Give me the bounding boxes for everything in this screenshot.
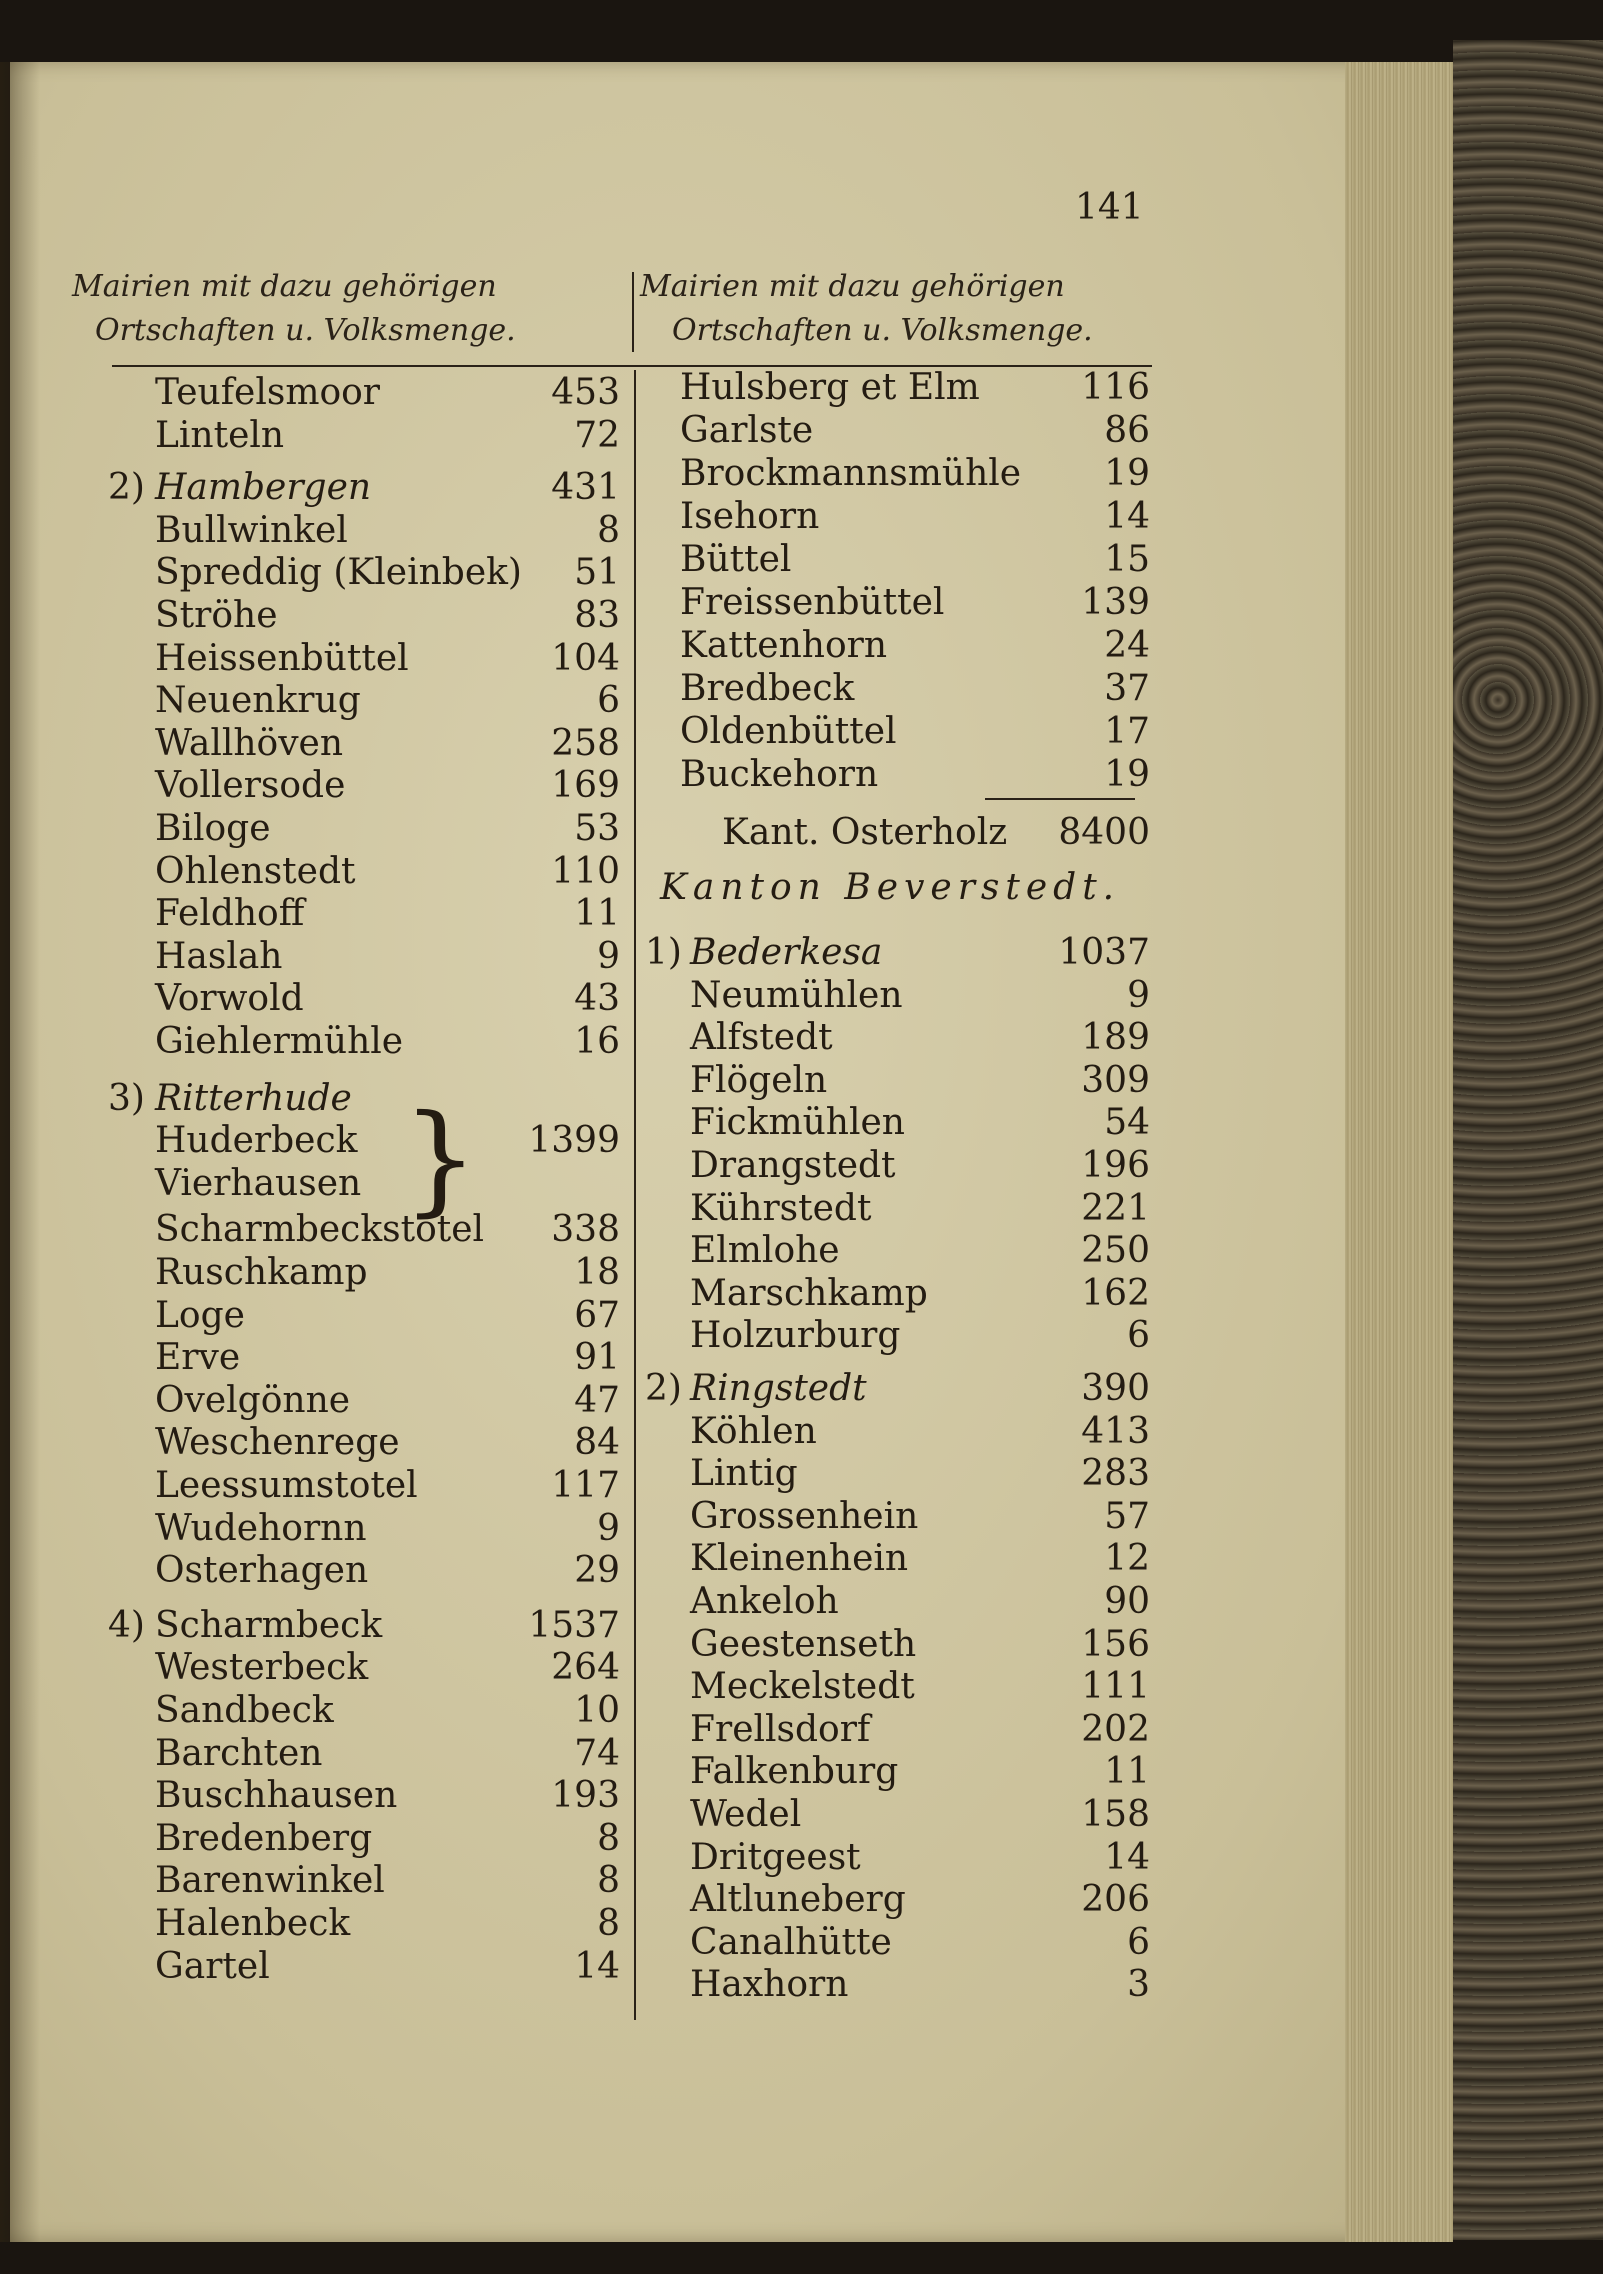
entry-name: Lintig [690, 1453, 798, 1495]
entry-value: 3 [1127, 1964, 1150, 2006]
entry-name: Isehorn [680, 496, 820, 537]
entry-value: 6 [1127, 1921, 1150, 1963]
entry-name: Ankeloh [690, 1581, 839, 1622]
entry-name: Vorwold [155, 978, 304, 1020]
entry-value: 43 [574, 978, 620, 1020]
entry-value: 14 [1104, 1836, 1150, 1878]
entry-value: 1537 [528, 1604, 620, 1646]
entry-name: Hambergen [155, 467, 372, 509]
entry-value: 104 [551, 637, 620, 679]
header-rule [112, 365, 1152, 367]
entry-value: 1399 [528, 1120, 620, 1162]
entry-name: Westerbeck [155, 1647, 369, 1689]
entry-name: Gartel [155, 1945, 270, 1987]
entry-name: Wallhöven [155, 722, 344, 764]
entry-value: 17 [1104, 711, 1150, 752]
entry-value: 413 [1081, 1410, 1150, 1452]
entry-value: 29 [574, 1550, 620, 1592]
page-number: 141 [1075, 187, 1144, 228]
spine-shadow [0, 62, 40, 2242]
header-right-line2: Ortschaften u. Volksmenge. [672, 313, 1093, 348]
entry-value: 139 [1081, 582, 1150, 623]
entry-name: Oldenbüttel [680, 711, 897, 752]
entry-value: 453 [551, 372, 620, 413]
entry-name: Biloge [155, 808, 271, 849]
total-rule [985, 798, 1135, 800]
entry-value: 250 [1081, 1230, 1150, 1272]
column-divider [634, 370, 636, 2020]
entry-name: Meckelstedt [690, 1666, 915, 1708]
entry-name: Flögeln [690, 1059, 828, 1101]
entry-name: Ringstedt [690, 1368, 867, 1409]
entry-value: 193 [551, 1775, 620, 1817]
entry-name: Geestenseth [690, 1623, 917, 1665]
entry-name: Wudehornn [155, 1507, 367, 1549]
header-divider [632, 272, 634, 352]
entry-name: Bredenberg [155, 1817, 373, 1859]
entry-name: Vierhausen [155, 1162, 362, 1204]
header-left-line1: Mairien mit dazu gehörigen [72, 269, 497, 304]
entry-name: Leessumstotel [155, 1465, 418, 1506]
entry-value: 116 [1081, 367, 1150, 408]
entry-name: Ritterhude [155, 1077, 352, 1119]
entry-value: 10 [574, 1690, 620, 1731]
entry-value: 196 [1081, 1145, 1150, 1186]
entry-value: 72 [574, 414, 620, 456]
entry-name: Hulsberg et Elm [680, 367, 980, 408]
header-left-line2: Ortschaften u. Volksmenge. [95, 313, 516, 348]
entry-name: Sandbeck [155, 1690, 334, 1731]
entry-name: Loge [155, 1294, 245, 1336]
entry-value: 221 [1081, 1187, 1150, 1229]
entry-value: 8 [597, 1817, 620, 1859]
entry-value: 156 [1081, 1623, 1150, 1665]
entry-value: 390 [1081, 1368, 1150, 1409]
entry-prefix: 2) [645, 1368, 682, 1409]
entry-name: Freissenbüttel [680, 582, 945, 623]
entry-name: Feldhoff [155, 893, 305, 935]
kanton-heading: Kanton Beverstedt. [660, 867, 1121, 908]
entry-name: Neuenkrug [155, 680, 361, 722]
entry-value: 189 [1081, 1017, 1150, 1059]
entry-name: Buschhausen [155, 1775, 398, 1817]
entry-value: 83 [574, 595, 620, 636]
entry-value: 8 [597, 509, 620, 551]
entry-name: Buckehorn [680, 754, 879, 795]
entry-name: Grossenhein [690, 1495, 919, 1537]
entry-value: 6 [597, 680, 620, 722]
entry-name: Bederkesa [690, 932, 883, 973]
entry-name: Ohlenstedt [155, 850, 356, 892]
entry-value: 169 [551, 765, 620, 807]
entry-value: 264 [551, 1647, 620, 1689]
entry-name: Vollersode [155, 765, 346, 807]
entry-value: 91 [574, 1337, 620, 1379]
page-edges [1345, 62, 1453, 2242]
marbled-cover [1453, 40, 1603, 2240]
entry-name: Barchten [155, 1732, 323, 1774]
entry-name: Wedel [690, 1794, 802, 1835]
entry-value: 258 [551, 722, 620, 764]
entry-value: 283 [1081, 1453, 1150, 1495]
entry-value: 14 [574, 1945, 620, 1987]
entry-name: Holzurburg [690, 1315, 901, 1357]
entry-value: 74 [574, 1732, 620, 1774]
entry-value: 16 [574, 1021, 620, 1062]
entry-name: Büttel [680, 539, 792, 580]
entry-value: 117 [551, 1465, 620, 1506]
entry-name: Huderbeck [155, 1120, 358, 1162]
entry-name: Alfstedt [690, 1017, 833, 1059]
entry-name: Barenwinkel [155, 1860, 385, 1902]
entry-value: 431 [551, 467, 620, 509]
entry-value: 6 [1127, 1315, 1150, 1357]
entry-value: 19 [1104, 754, 1150, 795]
entry-name: Drangstedt [690, 1145, 896, 1186]
entry-name: Canalhütte [690, 1921, 892, 1963]
entry-value: 8 [597, 1860, 620, 1902]
entry-value: 162 [1081, 1272, 1150, 1314]
entry-value: 158 [1081, 1794, 1150, 1835]
entry-value: 53 [574, 808, 620, 849]
entry-value: 24 [1104, 625, 1150, 666]
entry-name: Ovelgönne [155, 1379, 351, 1421]
entry-value: 1037 [1058, 932, 1150, 973]
header-right-line1: Mairien mit dazu gehörigen [640, 269, 1065, 304]
entry-name: Bredbeck [680, 668, 855, 709]
entry-value: 110 [551, 850, 620, 892]
entry-name: Neumühlen [690, 974, 903, 1016]
entry-name: Altluneberg [690, 1879, 906, 1921]
entry-name: Falkenburg [690, 1751, 899, 1793]
entry-name: Frellsdorf [690, 1708, 871, 1750]
entry-name: Teufelsmoor [155, 372, 381, 413]
kant-total-label: Kant. Osterholz [722, 812, 1008, 853]
entry-value: 57 [1104, 1495, 1150, 1537]
entry-name: Elmlohe [690, 1230, 840, 1272]
entry-value: 309 [1081, 1059, 1150, 1101]
entry-value: 338 [551, 1209, 620, 1251]
entry-value: 84 [574, 1422, 620, 1464]
entry-value: 90 [1104, 1581, 1150, 1622]
entry-name: Scharmbeckstotel [155, 1209, 485, 1251]
entry-name: Garlste [680, 410, 814, 451]
entry-value: 9 [597, 1507, 620, 1549]
entry-name: Scharmbeck [155, 1604, 383, 1646]
entry-name: Heissenbüttel [155, 637, 409, 679]
entry-prefix: 2) [108, 467, 145, 509]
entry-value: 67 [574, 1294, 620, 1336]
entry-name: Osterhagen [155, 1550, 369, 1592]
entry-name: Linteln [155, 414, 285, 456]
entry-value: 37 [1104, 668, 1150, 709]
entry-value: 11 [1104, 1751, 1150, 1793]
entry-name: Fickmühlen [690, 1102, 905, 1144]
entry-name: Spreddig (Kleinbek) [155, 552, 522, 594]
entry-name: Haslah [155, 935, 283, 977]
entry-value: 86 [1104, 410, 1150, 451]
entry-value: 9 [597, 935, 620, 977]
entry-name: Kührstedt [690, 1187, 872, 1229]
entry-value: 19 [1104, 453, 1150, 494]
entry-value: 9 [1127, 974, 1150, 1016]
entry-name: Ruschkamp [155, 1252, 368, 1293]
entry-value: 51 [574, 552, 620, 594]
entry-name: Ströhe [155, 595, 278, 636]
entry-value: 111 [1081, 1666, 1150, 1708]
entry-name: Haxhorn [690, 1964, 849, 2006]
entry-name: Dritgeest [690, 1836, 861, 1878]
entry-value: 15 [1104, 539, 1150, 580]
entry-value: 18 [574, 1252, 620, 1293]
entry-prefix: 1) [645, 932, 682, 973]
entry-name: Köhlen [690, 1410, 817, 1452]
entry-prefix: 4) [108, 1604, 145, 1646]
entry-name: Kattenhorn [680, 625, 888, 666]
entry-name: Bullwinkel [155, 509, 348, 551]
entry-name: Brockmannsmühle [680, 453, 1022, 494]
entry-value: 47 [574, 1379, 620, 1421]
entry-name: Giehlermühle [155, 1021, 404, 1062]
entry-name: Halenbeck [155, 1903, 351, 1944]
entry-name: Kleinenhein [690, 1538, 909, 1580]
entry-value: 54 [1104, 1102, 1150, 1144]
entry-value: 11 [574, 893, 620, 935]
entry-value: 8 [597, 1903, 620, 1944]
entry-value: 202 [1081, 1708, 1150, 1750]
ritterhude-brace: } [402, 1090, 479, 1229]
entry-name: Weschenrege [155, 1422, 400, 1464]
entry-value: 14 [1104, 496, 1150, 537]
entry-value: 12 [1104, 1538, 1150, 1580]
entry-value: 206 [1081, 1879, 1150, 1921]
entry-name: Marschkamp [690, 1272, 928, 1314]
kant-total-value: 8400 [1058, 812, 1150, 853]
entry-prefix: 3) [108, 1077, 145, 1119]
entry-name: Erve [155, 1337, 241, 1379]
